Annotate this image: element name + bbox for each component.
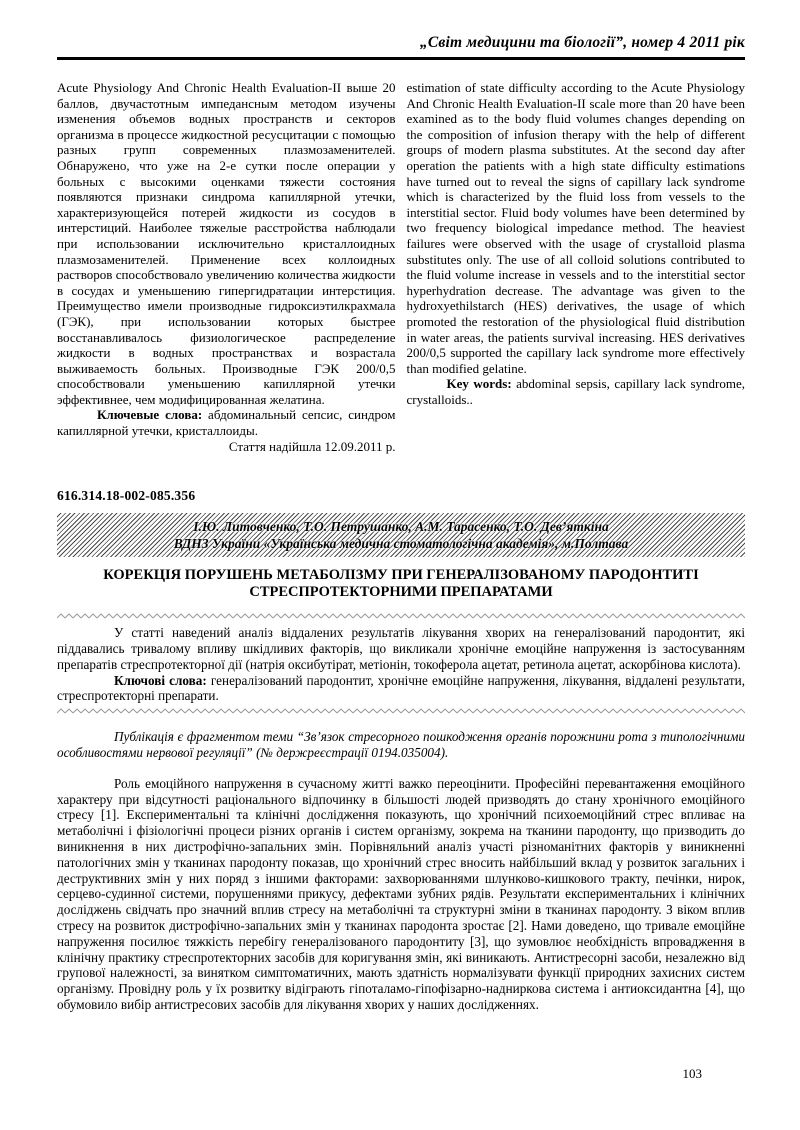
abstract-uk-keywords [57,673,745,705]
abstract-ru-body: Acute Physiology And Chronic Health Evaluation-II выше 20 баллов, двучастотным импедансным методом изучены изменения объемов водных пространств и секторов организма в процессе жидкостной ресусцитации с помощью разных групп современных плазмозаменителей. Обнаружено, что уже на 2-е сутки после операции у больных с высокими оценками тяжести состояния появляются признаки синдрома капиллярной утечки, характеризующейся потерей жидкости из сосудов в интерстиций. Наиболее тяжелые расстройства наблюдали при использовании исключительно кристаллоидных плазмозаменителей. Применение всех коллоидных растворов способствовало увеличению количества жидкости в сосудах и уменьшению гипергидратации интерстиция. Преимущество имели производные гидроксиэтилкрахмала (ГЭК), при использовании которых быстрее восстанавливалось физиологическое распределение жидкости в водных пространствах и возрастала выживаемость больных. Производные ГЭК 200/0,5 способствовали уменьшению капиллярной утечки эффективнее, чем модифицированная желатина. [57,80,396,407]
authors-line: І.Ю. Литовченко, Т.О. Петрушанко, А.М. Тарасенко, Т.О. Дев’яткіна [193,519,609,535]
article-body: Роль емоційного напруження в сучасному житті важко переоцінити. Професійні перевантаження емоційного характеру при відсутності раціонального відпочинку в більшості людей призводять до стану хронічного емоційного стресу [1]. Експериментальні та клінічні дослідження показують, що хронічний психоемоційний стрес впливає на метаболічні і фізіологічні процеси різних органів і систем організму, зокрема на тканини пародонту, що призводить до виникнення в них дистрофічно-запальних змін. Порівняльний аналіз участі різноманітних факторів у виникненні патологічних змін у тканинах пародонту показав, що хронічний стрес вносить найбільший вклад у розвиток загальних і деструктивних змін у них поряд з іншими факторами: захворюваннями шлунково-кишкового тракту, печінки, нирок, серцево-судинної системи, порушеннями прикусу, дефектами зубних рядів. Результати експериментальних і клінічних досліджень свідчать про значний вплив стресу на метаболічні та структурні зміни в тканинах пародонту. З віком вплив стресу на розвиток дистрофічно-запальних змін у тканинах пародонта зростає [2]. Нами доведено, що тривале емоційне напруження посилює тяжкість перебігу генералізованого пародонтиту [3], що зумовлює необхідність впровадження в клінічну практику стреспротекторних засобів для коригування змін, які виникають. Антистресорні засоби, незалежно від групової належності, за винятком симптоматичних, мають здатність нормалізувати функції природних захисних систем організму. Провідну роль у їх розвитку відіграють гіпоталамо-гіпофізарно-надниркова система і антиоксидантна [4], що обумовило вибір антистресових засобів для лікування хворих у наших дослідженнях. [57,775,745,1012]
fragment-note: Публікація є фрагментом теми “Зв’язок стресорного пошкодження органів порожнини рота з типологічними особливостями нервової регуляції” (№ держреєстрації 0194.035004). [57,729,745,761]
abstract-ru-keywords [57,407,396,438]
header-rule [57,57,745,60]
abstract-en-keywords-text: abdominal sepsis, capillary lack syndrome, crystalloids.. [406,376,745,407]
fragment-note-block [57,729,745,761]
received-date: Стаття надійшла 12.09.2011 р. [228,438,396,454]
zigzag-separator-top [57,613,745,619]
udc-number: 616.314.18-002-085.356 [57,488,196,504]
affiliation-line: ВДНЗ України «Українська медична стоматологічна академія», м.Полтава [173,535,629,551]
journal-header-title: „Світ медицини та біології”, номер 4 2011 рік [419,34,745,51]
article-body-block [57,776,745,1013]
abstract-russian-column [57,80,396,454]
abstract-en-keywords [407,376,746,407]
zigzag-separator-bottom [57,708,745,714]
abstract-uk-body: У статті наведений аналіз віддалених результатів лікування хворих на генералізований пародонтит, які піддавались тривалому впливу шкідливих факторів, що викликали хронічне емоційне напруження із застосуванням препаратів стреспротекторної дії (натрія оксибутірат, метіонін, токоферола ацетат, ретинола ацетат, аскорбінова кислота). [57,625,745,672]
abstract-ru-keywords-label: Ключевые слова: [97,407,203,423]
abstract-ru-keywords-text: абдоминальный сепсис, синдром капиллярной утечки, кристаллоиды. [57,407,396,439]
abstract-uk-keywords-text: генералізований пародонтит, хронічне емоційне напруження, лікування, віддалені результати, стреспротекторні препарати. [57,672,745,704]
abstract-en-keywords-label: Key words: [446,376,512,392]
article-title: КОРЕКЦІЯ ПОРУШЕНЬ МЕТАБОЛІЗМУ ПРИ ГЕНЕРАЛІЗОВАНОМУ ПАРОДОНТИТІ СТРЕСПРОТЕКТОРНИМИ ПРЕПАРАТАМИ [103,567,699,601]
abstract-columns [57,80,745,454]
ukrainian-abstract-block [57,625,745,704]
abstract-en-body: estimation of state difficulty according to the Acute Physiology And Chronic Health Evaluation-II scale more than 20 have been examined as to the body fluid volumes changes depending on the composition of infusion therapy with the help of different groups of modern plasma substitutes. At the second day after operation the patients with a high state difficulty estimations have turned out to reveal the signs of capillary lack syndrome which is characterized by the fluid loss from vessels to the interstitial sector. Fluid body volumes have been determined by two frequency biological impedance method. The heaviest failures were observed with the usage of crystalloid plasma substitutes only. The use of all colloid solutions contributed to the fluid volume increase in vessels and to the interstitial sector hyperhydration decrease. The advantage was given to the hydroxyethilstarch (HES) derivatives, the usage of which promoted the restoration of the physiological fluid distribution in water areas, the patients survival increasing. HES derivatives 200/0,5 supported the capillary lack syndrome more effectively than modified gelatine. [406,80,745,376]
abstract-uk-keywords-label: Ключові слова: [114,672,207,688]
abstract-english-column [407,80,746,454]
page-number: 103 [682,1066,702,1081]
authors-banner [57,513,745,557]
